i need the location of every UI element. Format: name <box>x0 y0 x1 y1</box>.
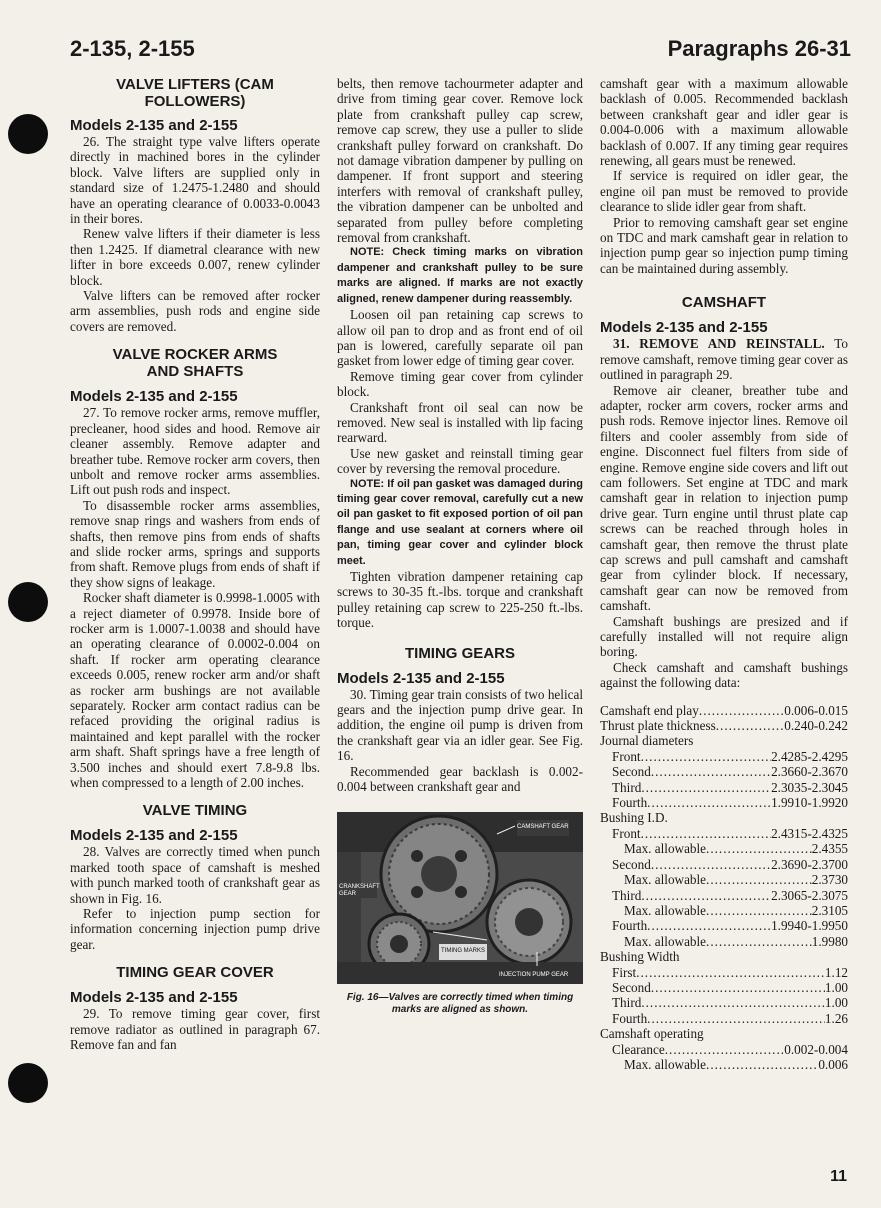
spec-label: Bushing I.D. <box>600 810 668 826</box>
paragraph-lead: 31. REMOVE AND REINSTALL. <box>613 336 825 352</box>
paragraph: Loosen oil pan retaining cap screws to allow oil pan to drop and as front end of oil pan is lowered, carefully separate oil pan gasket from lower edge of timing gear cover. <box>337 307 583 369</box>
spec-row <box>600 980 848 995</box>
leader-dots <box>647 918 771 933</box>
leader-dots <box>641 780 771 795</box>
models-heading: Models 2-135 and 2-155 <box>70 117 238 134</box>
section-title-rocker-arms: VALVE ROCKER ARMS AND SHAFTS <box>112 346 278 381</box>
spec-label: Fourth <box>612 918 648 934</box>
paragraph: Crankshaft front oil seal can now be removed. New seal is installed with lip facing rearward. <box>337 399 583 446</box>
paragraph: camshaft gear with a maximum allowable backlash of 0.005. Recommended backlash between crankshaft gear and idler gear is 0.004-0.006 with a maximum allowable backlash of 0.007. If any timing gear requires renewing, all gears must be renewed. <box>600 76 848 169</box>
paragraph: 26. The straight type valve lifters operate directly in machined bores in the cylinder block. Valve lifters are supplied only in standard size of 1.2475-1.2480 and should have an operating clearance of 0.0033-0.0043 in their bores. <box>70 134 320 227</box>
paragraph: Tighten vibration dampener retaining cap screws to 30-35 ft.-lbs. torque and crankshaft pulley retaining cap screw to 225-250 ft.-lbs. torque. <box>337 569 583 631</box>
spec-label: Camshaft end play <box>600 702 699 718</box>
paragraph: Refer to injection pump section for information concerning injection pump drive gear. <box>70 906 320 952</box>
paragraph: Remove timing gear cover from cylinder block. <box>337 368 583 400</box>
leader-dots <box>706 903 812 918</box>
spec-row <box>600 995 848 1010</box>
leader-dots <box>699 703 784 718</box>
paragraph: To disassemble rocker arms assemblies, remove snap rings and washers from ends of shafts, then remove pins from ends of shafts and slide rocker arms, springs and supports from shaft. Remove plugs from ends of shaft if they show signs of leakage. <box>70 497 320 590</box>
paragraph: Valve lifters can be removed after rocker arm assemblies, push rods and engine side covers are removed. <box>70 288 320 334</box>
header-paragraphs: Paragraphs 26-31 <box>667 36 851 61</box>
spec-row <box>600 888 848 903</box>
spec-label: Max. allowable <box>624 1056 707 1072</box>
section-title-valve-lifters: VALVE LIFTERS (CAM FOLLOWERS) <box>116 76 274 110</box>
spec-label: Second <box>612 979 651 995</box>
paragraph: Use new gasket and reinstall timing gear cover by reversing the removal procedure. <box>337 445 583 477</box>
spec-row <box>600 918 848 933</box>
spec-value: 1.9980 <box>811 933 848 949</box>
binder-hole <box>8 114 48 154</box>
spec-row <box>600 872 848 887</box>
fig-label-camshaft: CAMSHAFT GEAR <box>517 820 569 835</box>
spec-value: 1.00 <box>824 979 848 995</box>
spec-label: Clearance <box>612 1041 665 1057</box>
spec-value: 1.12 <box>824 964 848 980</box>
figure-caption: Fig. 16—Valves are correctly timed when timing marks are aligned as shown. <box>346 992 574 1016</box>
leader-dots <box>651 764 771 779</box>
spec-value: 0.002-0.004 <box>784 1041 848 1057</box>
spec-value: 0.240-0.242 <box>784 718 848 734</box>
note: NOTE: If oil pan gasket was damaged during timing gear cover removal, carefully cut a new oil pan gasket to fit exposed portion of oil pan flange and use sealant at corners where oil pan, timing gear cover and cylinder block meet. <box>337 477 583 567</box>
spec-row <box>600 857 848 872</box>
spec-label: Journal diameters <box>600 733 694 749</box>
spec-row <box>600 826 848 841</box>
spec-label: Second <box>612 856 651 872</box>
spec-label: Max. allowable <box>624 902 707 918</box>
spec-label: Third <box>612 995 642 1011</box>
paragraph: 30. Timing gear train consists of two helical gears and the injection pump drive gear. In addition, the engine oil pump is driven from the crankshaft gear via an idler gear. See Fig. 16. <box>337 686 583 764</box>
leader-dots <box>641 995 825 1010</box>
spec-value: 1.00 <box>824 995 848 1011</box>
paragraph: Prior to removing camshaft gear set engine on TDC and mark camshaft gear in relation to injection pump gear so injection pump timing can be maintained during assembly. <box>600 214 848 276</box>
spec-value: 0.006-0.015 <box>784 702 848 718</box>
spec-label: Fourth <box>612 795 648 811</box>
leader-dots <box>665 1042 785 1057</box>
leader-dots <box>651 857 771 872</box>
camshaft-specs-table <box>600 703 848 1073</box>
paragraph: Camshaft bushings are presized and if carefully installed will not require align boring. <box>600 613 848 660</box>
spec-label: Fourth <box>612 1010 648 1026</box>
timing-gears-photo <box>337 812 583 984</box>
paragraph: Recommended gear backlash is 0.002-0.004 between crankshaft gear and <box>337 763 583 795</box>
spec-row <box>600 703 848 718</box>
spec-value: 2.4285-2.4295 <box>771 748 848 764</box>
leader-dots <box>641 826 771 841</box>
leader-dots <box>706 841 812 856</box>
spec-value: 2.4355 <box>811 841 848 857</box>
spec-label: Bushing Width <box>600 949 680 965</box>
leader-dots <box>716 718 785 733</box>
spec-row <box>600 764 848 779</box>
spec-value: 0.006 <box>818 1056 848 1072</box>
spec-row <box>600 1042 848 1057</box>
leader-dots <box>641 749 771 764</box>
paragraph: 29. To remove timing gear cover, first remove radiator as outlined in paragraph 67. Remove fan and fan <box>70 1006 320 1053</box>
paragraph: 27. To remove rocker arms, remove muffler, precleaner, hood sides and hood. Remove air cleaner assembly. Remove adapter and breather tube. Remove rocker arm covers, then unbolt and remove rocker arms assemblies. Lift out push rods and inspect. <box>70 405 320 498</box>
column-1 <box>70 76 320 1053</box>
spec-label: Max. allowable <box>624 872 707 888</box>
models-heading: Models 2-135 and 2-155 <box>337 669 505 687</box>
spec-row <box>600 718 848 733</box>
paragraph: If service is required on idler gear, the engine oil pan must be removed to provide clearance to slide idler gear from shaft. <box>600 168 848 215</box>
spec-value: 2.3690-2.3700 <box>771 856 848 872</box>
leader-dots <box>651 980 825 995</box>
leader-dots <box>636 965 825 980</box>
paragraph: Remove air cleaner, breather tube and adapter, rocker arm covers, rocker arms and push rods. Remove injector lines. Remove oil filters and cooler assembly from side of engine. Disconnect fuel filters from side of engine. Remove engine side covers and lift out cam followers. Set engine at TDC and mark camshaft gear in relation to injection pump drive gear. Turn engine until thrust plate cap screws can be reached through holes in camshaft gear, then remove the thrust plate cap screws and pull camshaft and camshaft gear from cylinder block. If necessary, camshaft gear can now be removed from camshaft. <box>600 382 848 614</box>
paragraph: Check camshaft and camshaft bushings against the following data: <box>600 659 848 691</box>
section-title-timing-gears: TIMING GEARS <box>404 644 515 662</box>
models-heading: Models 2-135 and 2-155 <box>70 827 238 845</box>
spec-value: 1.9940-1.9950 <box>771 918 848 934</box>
spec-label: First <box>612 964 637 980</box>
spec-row <box>600 949 848 964</box>
paragraph: Rocker shaft diameter is 0.9998-1.0005 with a reject diameter of 0.9978. Inside bore of rocker arm is 1.0007-1.0038 and should have an operating clearance of 0.0002-0.004 on shaft. If rocker arm operating clearance exceeds 0.005, renew rocker arm and/or shaft as rocker arm bushings are not available separately. Rocker arm contact radius can be refaced providing the original radius is maintained and kept parallel with the rocker arm shaft. Shaft springs have a free length of 3.500 inches and should exert 7.8-9.8 lbs. when compressed to a length of 2.00 inches. <box>70 590 320 791</box>
spec-row <box>600 1026 848 1041</box>
spec-label: Third <box>612 887 642 903</box>
note: NOTE: Check timing marks on vibration dampener and crankshaft pulley to be sure marks are aligned. If marks are not exactly aligned, renew dampener during reassembly. <box>337 246 583 305</box>
leader-dots <box>706 934 812 949</box>
models-heading: Models 2-135 and 2-155 <box>600 319 768 337</box>
fig-label-timing-marks: TIMING MARKS <box>439 944 487 959</box>
fig-label-pump: INJECTION PUMP GEAR <box>499 972 569 979</box>
section-title-camshaft: CAMSHAFT <box>681 294 767 312</box>
leader-dots <box>706 872 812 887</box>
fig-label-crankshaft: CRANKSHAFT GEAR <box>339 884 380 898</box>
spec-value: 2.3065-2.3075 <box>771 887 848 903</box>
spec-value: 2.3035-2.3045 <box>771 779 848 795</box>
spec-value: 2.3660-2.3670 <box>771 764 848 780</box>
spec-value: 2.3730 <box>811 872 848 888</box>
section-title-valve-timing: VALVE TIMING <box>142 802 248 820</box>
spec-label: Max. allowable <box>624 933 707 949</box>
spec-value: 2.3105 <box>811 902 848 918</box>
spec-row <box>600 965 848 980</box>
paragraph: Renew valve lifters if their diameter is less then 1.2425. If diametral clearance with new lifter in bore exceeds 0.007, renew cylinder block. <box>70 226 320 288</box>
paragraph-text: To remove camshaft, remove timing gear cover as outlined in paragraph 29. <box>600 336 848 383</box>
spec-row <box>600 733 848 748</box>
section-title-timing-gear-cover: TIMING GEAR COVER <box>116 964 274 982</box>
spec-row <box>600 810 848 825</box>
spec-row <box>600 749 848 764</box>
spec-label: Thrust plate thickness <box>600 718 716 734</box>
leader-dots <box>641 888 771 903</box>
spec-label: Second <box>612 764 651 780</box>
header-model-numbers: 2-135, 2-155 <box>70 36 195 61</box>
spec-row <box>600 903 848 918</box>
spec-label: Front <box>612 748 641 764</box>
spec-row <box>600 1011 848 1026</box>
spec-label: Third <box>612 779 642 795</box>
column-3 <box>600 76 848 1072</box>
spec-value: 2.4315-2.4325 <box>771 825 848 841</box>
spec-row <box>600 780 848 795</box>
spec-value: 1.9910-1.9920 <box>771 795 848 811</box>
spec-row <box>600 1057 848 1072</box>
paragraph: belts, then remove tachourmeter adapter and drive from timing gear cover. Remove lock plate from crankshaft pulley cap screw, remove cap screw, they use a puller to slide crankshaft pulley forward on crankshaft. Do not damage vibration dampener by pulling on dampener. If front support and steering interfers with removal of crankshaft pulley, the vibration dampener can be unbolted and separated from pulley before completing removal from crankshaft. <box>337 76 583 246</box>
binder-hole <box>8 1063 48 1103</box>
leader-dots <box>647 1011 825 1026</box>
paragraph <box>600 336 848 382</box>
column-2 <box>337 76 583 1016</box>
spec-row <box>600 841 848 856</box>
leader-dots <box>706 1057 818 1072</box>
spec-label: Front <box>612 825 641 841</box>
spec-row <box>600 934 848 949</box>
models-heading: Models 2-135 and 2-155 <box>70 388 238 406</box>
leader-dots <box>647 795 771 810</box>
paragraph: 28. Valves are correctly timed when punch marked tooth space of camshaft is meshed with punch marked tooth of crankshaft gear as shown in Fig. 16. <box>70 844 320 906</box>
models-heading: Models 2-135 and 2-155 <box>70 989 238 1007</box>
binder-hole <box>8 582 48 622</box>
spec-label: Camshaft operating <box>600 1026 704 1042</box>
spec-label: Max. allowable <box>624 841 707 857</box>
page-number: 11 <box>830 1168 847 1185</box>
spec-row <box>600 795 848 810</box>
spec-value: 1.26 <box>824 1010 848 1026</box>
